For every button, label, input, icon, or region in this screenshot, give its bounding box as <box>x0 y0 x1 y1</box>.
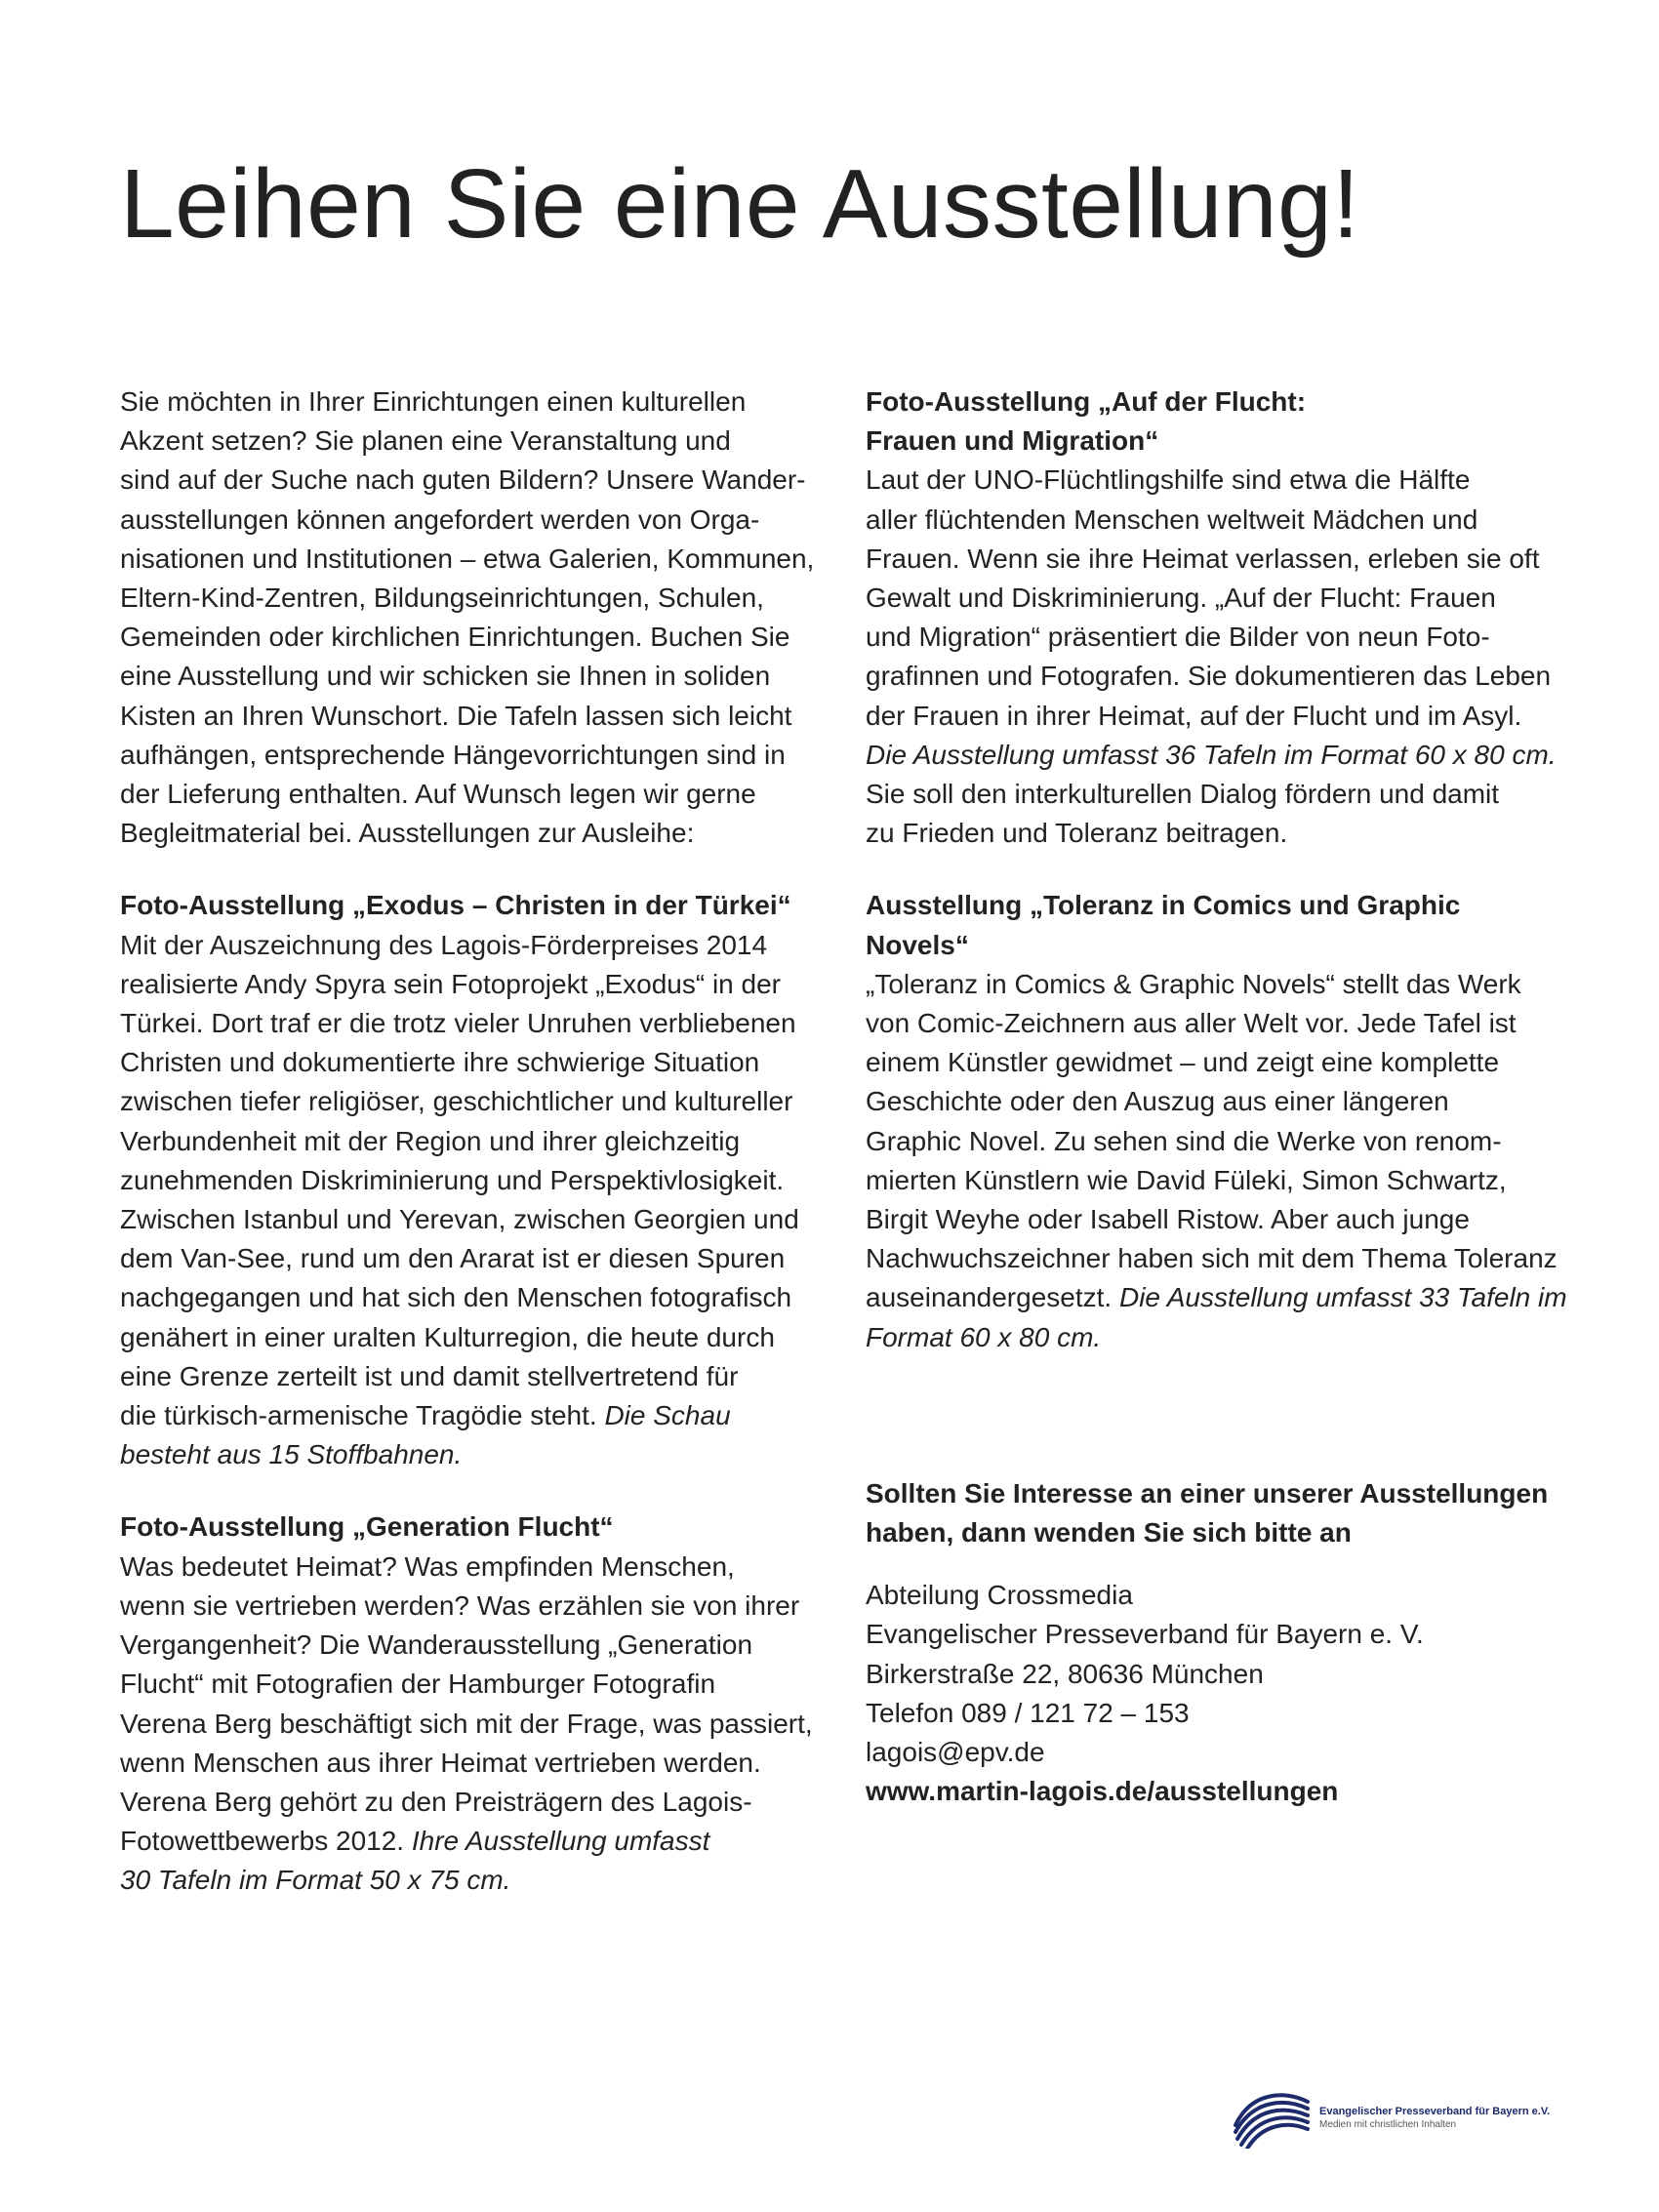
generation-line: Verena Berg beschäftigt sich mit der Frage, was passiert, <box>120 1708 813 1739</box>
exodus-line: Türkei. Dort traf er die trotz vieler Unruhen verbliebenen <box>120 1008 796 1039</box>
toleranz-last-line <box>866 1278 1568 1317</box>
contact-line: Abteilung Crossmedia <box>866 1580 1133 1611</box>
generation-end-line: 30 Tafeln im Format 50 x 75 cm. <box>120 1865 511 1896</box>
exodus-last-plain: die türkisch-armenische Tragödie steht. <box>120 1400 605 1431</box>
contact-line: Evangelischer Presseverband für Bayern e. V. <box>866 1619 1424 1650</box>
intro-line: Eltern-Kind-Zentren, Bildungseinrichtungen, Schulen, <box>120 583 764 614</box>
exodus-line: Zwischen Istanbul und Yerevan, zwischen Georgien und <box>120 1204 799 1235</box>
toleranz-line: „Toleranz in Comics & Graphic Novels“ stellt das Werk <box>866 968 1521 999</box>
flucht-line: und Migration“ präsentiert die Bilder von neun Foto- <box>866 622 1490 653</box>
intro-line: Begleitmaterial bei. Ausstellungen zur Ausleihe: <box>120 818 695 849</box>
logo-tagline: Medien mit christlichen Inhalten <box>1319 2118 1457 2130</box>
intro-line: ausstellungen können angefordert werden von Orga- <box>120 503 760 535</box>
flucht-section <box>866 382 1568 853</box>
intro-line: Kisten an Ihren Wunschort. Die Tafeln lassen sich leicht <box>120 700 792 731</box>
generation-last-line <box>120 1822 832 1861</box>
intro-line: aufhängen, entsprechende Hängevorrichtungen sind in <box>120 739 786 770</box>
intro-line: nisationen und Institutionen – etwa Galerien, Kommunen, <box>120 543 815 574</box>
right-column <box>866 382 1568 1812</box>
exodus-line: genähert in einer uralten Kulturregion, die heute durch <box>120 1321 775 1352</box>
flucht-italic-line: Die Ausstellung umfasst 36 Tafeln im Format 60 x 80 cm. <box>866 739 1557 770</box>
contact-section <box>866 1474 1568 1812</box>
contact-line: lagois@epv.de <box>866 1737 1045 1768</box>
toleranz-section <box>866 886 1568 1356</box>
exodus-line: Christen und dokumentierte ihre schwierige Situation <box>120 1047 760 1078</box>
website-link[interactable]: www.martin-lagois.de/ausstellungen <box>866 1776 1339 1807</box>
exodus-end-line: besteht aus 15 Stoffbahnen. <box>120 1439 463 1470</box>
generation-last-plain: Fotowettbewerbs 2012. <box>120 1826 412 1857</box>
page-title: Leihen Sie eine Ausstellung! <box>120 149 1360 259</box>
intro-line: eine Ausstellung und wir schicken sie Ihnen in soliden <box>120 661 771 692</box>
contact-heading-1: Sollten Sie Interesse an einer unserer Ausstellungen <box>866 1477 1549 1508</box>
generation-section <box>120 1508 832 1900</box>
exodus-heading: Foto-Ausstellung „Exodus – Christen in der Türkei“ <box>120 890 791 921</box>
contact-heading-2: haben, dann wenden Sie sich bitte an <box>866 1517 1352 1548</box>
flucht-line: der Frauen in ihrer Heimat, auf der Flucht und im Asyl. <box>866 700 1522 731</box>
generation-line: Was bedeutet Heimat? Was empfinden Menschen, <box>120 1550 735 1582</box>
flucht-after-line: zu Frieden und Toleranz beitragen. <box>866 818 1288 849</box>
flucht-line: Frauen. Wenn sie ihre Heimat verlassen, erleben sie oft <box>866 543 1540 574</box>
toleranz-line: einem Künstler gewidmet – und zeigt eine komplette <box>866 1047 1500 1078</box>
exodus-line: Mit der Auszeichnung des Lagois-Förderpreises 2014 <box>120 929 768 960</box>
exodus-last-line <box>120 1396 832 1435</box>
flucht-line: Laut der UNO-Flüchtlingshilfe sind etwa die Hälfte <box>866 464 1471 496</box>
exodus-line: nachgegangen und hat sich den Menschen fotografisch <box>120 1282 792 1313</box>
intro-line: Akzent setzen? Sie planen eine Veranstaltung und <box>120 425 731 457</box>
left-column <box>120 382 832 1901</box>
epv-logo-icon <box>1232 2086 1312 2149</box>
exodus-line: zunehmenden Diskriminierung und Perspektivlosigkeit. <box>120 1164 785 1195</box>
intro-line: Gemeinden oder kirchlichen Einrichtungen. Buchen Sie <box>120 622 790 653</box>
intro-line: der Lieferung enthalten. Auf Wunsch legen wir gerne <box>120 779 756 810</box>
generation-line: Vergangenheit? Die Wanderausstellung „Generation <box>120 1629 753 1661</box>
intro-line: sind auf der Suche nach guten Bildern? Unsere Wander- <box>120 464 806 496</box>
flucht-line: aller flüchtenden Menschen weltweit Mädchen und <box>866 503 1478 535</box>
exodus-line: eine Grenze zerteilt ist und damit stellvertretend für <box>120 1360 739 1391</box>
flucht-line: Gewalt und Diskriminierung. „Auf der Flucht: Frauen <box>866 583 1496 614</box>
contact-line: Birkerstraße 22, 80636 München <box>866 1658 1264 1689</box>
generation-heading: Foto-Ausstellung „Generation Flucht“ <box>120 1511 614 1543</box>
exodus-line: realisierte Andy Spyra sein Fotoprojekt „Exodus“ in der <box>120 968 781 999</box>
generation-line: Flucht“ mit Fotografien der Hamburger Fotografin <box>120 1669 716 1700</box>
toleranz-line: mierten Künstlern wie David Füleki, Simon Schwartz, <box>866 1164 1507 1195</box>
intro-section <box>120 382 832 853</box>
generation-line: wenn sie vertrieben werden? Was erzählen sie von ihrer <box>120 1589 800 1621</box>
generation-last-italic: Ihre Ausstellung umfasst <box>411 1826 710 1857</box>
flucht-after-line: Sie soll den interkulturellen Dialog fördern und damit <box>866 779 1500 810</box>
exodus-line: zwischen tiefer religiöser, geschichtlicher und kultureller <box>120 1086 793 1117</box>
generation-line: Verena Berg gehört zu den Preisträgern des Lagois- <box>120 1786 752 1817</box>
toleranz-last-italic: Die Ausstellung umfasst 33 Tafeln im <box>1118 1282 1567 1313</box>
flucht-line: grafinnen und Fotografen. Sie dokumentieren das Leben <box>866 661 1552 692</box>
toleranz-last-plain: auseinandergesetzt. <box>866 1282 1119 1313</box>
toleranz-line: Nachwuchszeichner haben sich mit dem Thema Toleranz <box>866 1243 1558 1274</box>
logo-name: Evangelischer Presseverband für Bayern e.V. <box>1319 2105 1551 2117</box>
generation-line: wenn Menschen aus ihrer Heimat vertrieben werden. <box>120 1747 761 1778</box>
toleranz-line: von Comic-Zeichnern aus aller Welt vor. Jede Tafel ist <box>866 1008 1517 1039</box>
toleranz-line: Birgit Weyhe oder Isabell Ristow. Aber auch junge <box>866 1204 1470 1235</box>
publisher-logo <box>1232 2083 1583 2152</box>
flucht-heading-2: Frauen und Migration“ <box>866 425 1159 457</box>
toleranz-heading: Ausstellung „Toleranz in Comics und Graphic Novels“ <box>866 890 1461 960</box>
contact-line: Telefon 089 / 121 72 – 153 <box>866 1697 1190 1728</box>
exodus-last-italic: Die Schau <box>604 1400 731 1431</box>
exodus-line: Verbundenheit mit der Region und ihrer gleichzeitig <box>120 1125 741 1156</box>
flucht-heading-1: Foto-Ausstellung „Auf der Flucht: <box>866 386 1307 417</box>
logo-text <box>1319 2105 1550 2131</box>
exodus-section <box>120 886 832 1474</box>
intro-line: Sie möchten in Ihrer Einrichtungen einen kulturellen <box>120 386 747 417</box>
toleranz-end-line: Format 60 x 80 cm. <box>866 1321 1102 1352</box>
toleranz-line: Graphic Novel. Zu sehen sind die Werke von renom- <box>866 1125 1502 1156</box>
exodus-line: dem Van-See, rund um den Ararat ist er diesen Spuren <box>120 1243 786 1274</box>
toleranz-line: Geschichte oder den Auszug aus einer längeren <box>866 1086 1449 1117</box>
